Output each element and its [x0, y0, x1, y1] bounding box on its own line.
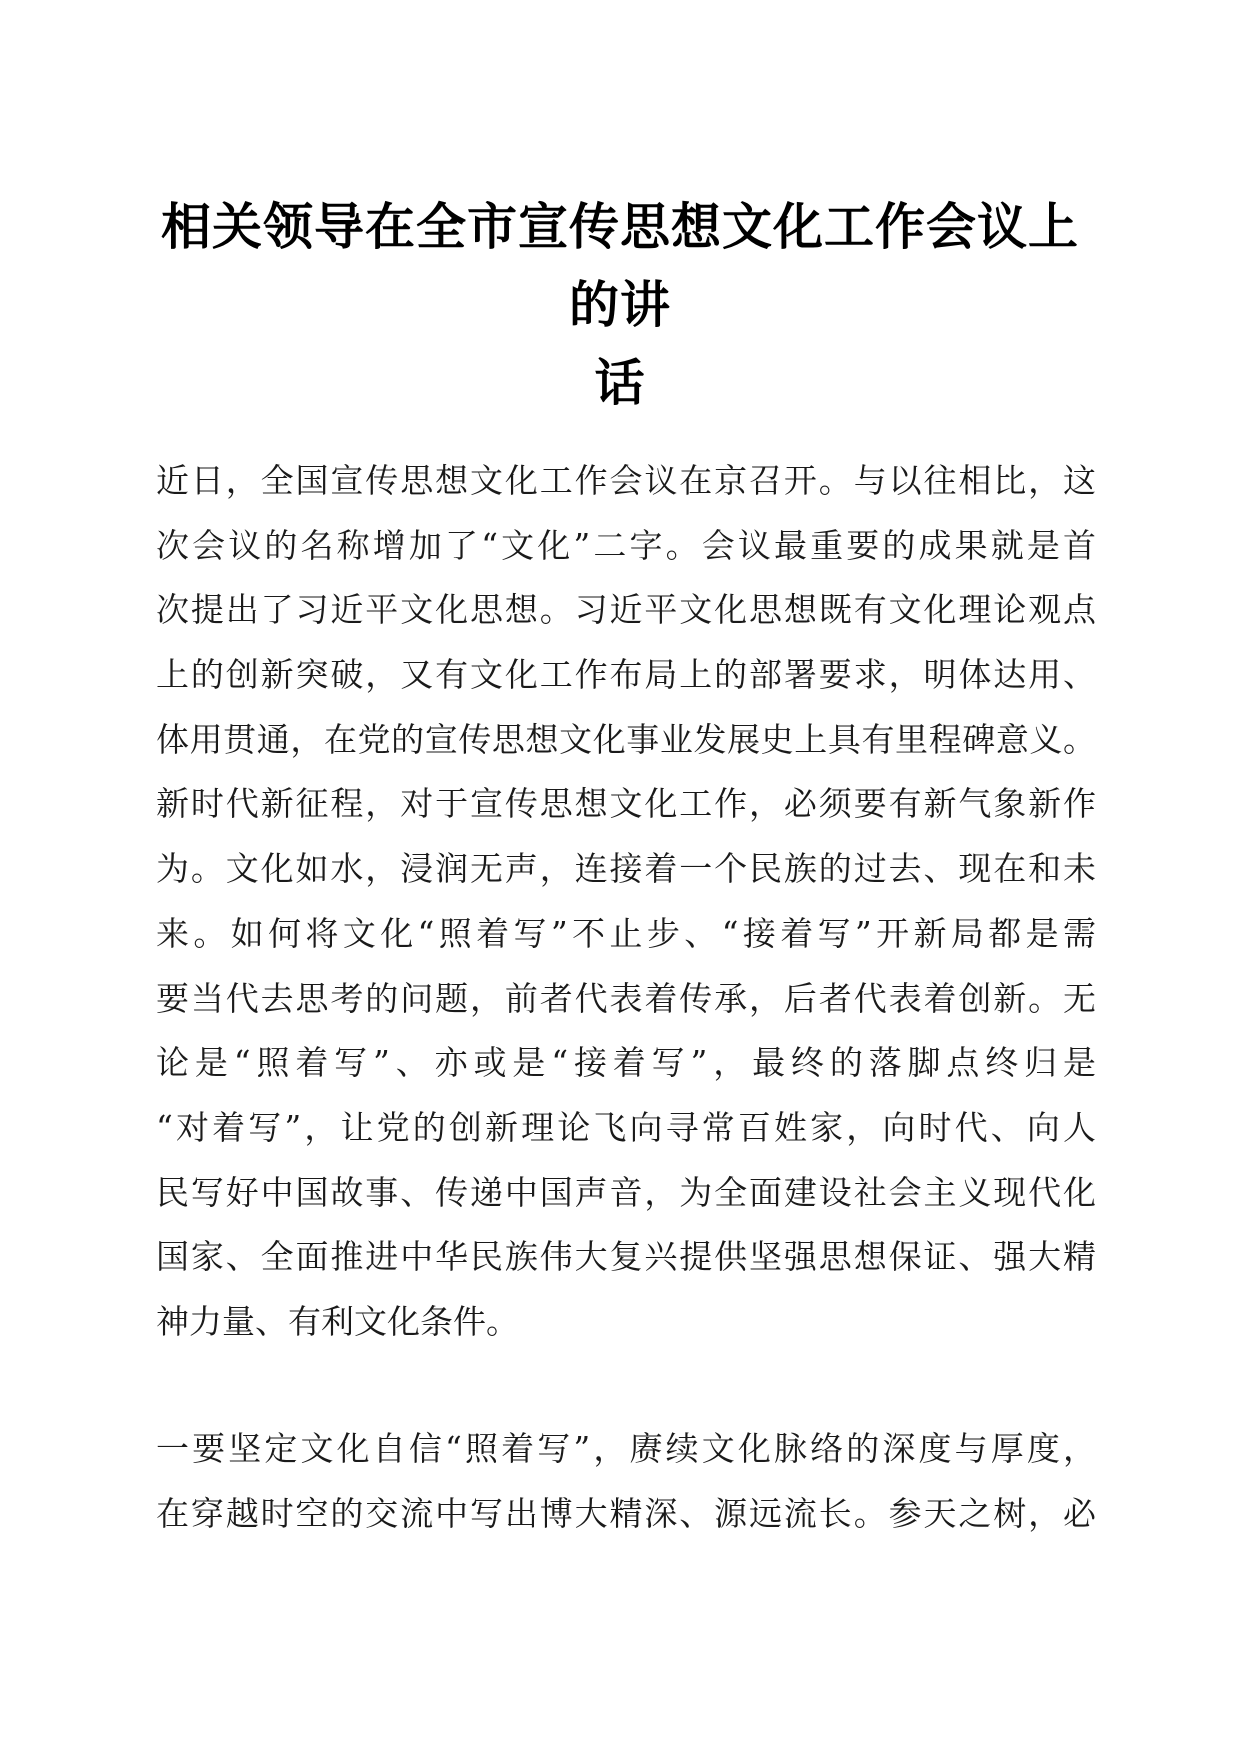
paragraph-line: 上的创新突破，又有文化工作布局上的部署要求，明体达用、 [156, 655, 1096, 695]
paragraph-line: “对着写”，让党的创新理论飞向寻常百姓家，向时代、向人 [156, 1107, 1096, 1147]
paragraph-line: 在穿越时空的交流中写出博大精深、源远流长。参天之树，必 [156, 1493, 1096, 1533]
paragraph-line: 民写好中国故事、传递中国声音，为全面建设社会主义现代化 [156, 1172, 1096, 1212]
body-paragraph-1 [156, 449, 1096, 1355]
paragraph-line: 一要坚定文化自信“照着写”，赓续文化脉络的深度与厚度， [156, 1429, 1096, 1468]
paragraph-line: 次提出了习近平文化思想。习近平文化思想既有文化理论观点 [156, 590, 1096, 630]
paragraph-line: 要当代去思考的问题，前者代表着传承，后者代表着创新。无 [156, 978, 1096, 1018]
body-paragraph-2 [156, 1417, 1096, 1546]
paragraph-line: 近日，全国宣传思想文化工作会议在京召开。与以往相比，这 [156, 461, 1096, 500]
paragraph-line: 论是“照着写”、亦或是“接着写”，最终的落脚点终归是 [156, 1043, 1096, 1083]
paragraph-line: 次会议的名称增加了“文化”二字。会议最重要的成果就是首 [156, 525, 1096, 565]
paragraph-line: 为。文化如水，浸润无声，连接着一个民族的过去、现在和未 [156, 849, 1096, 889]
title-line: 相关领导在全市宣传思想文化工作会议上的讲 [161, 198, 1079, 334]
paragraph-line: 来。如何将文化“照着写”不止步、“接着写”开新局都是需 [156, 913, 1096, 953]
paragraph-line: 神力量、有利文化条件。 [156, 1301, 519, 1341]
paragraph-line: 国家、全面推进中华民族伟大复兴提供坚强思想保证、强大精 [156, 1237, 1096, 1277]
paragraph-line: 新时代新征程，对于宣传思想文化工作，必须要有新气象新作 [156, 784, 1096, 824]
paragraph-line: 体用贯通，在党的宣传思想文化事业发展史上具有里程碑意义。 [156, 719, 1096, 759]
document-title [150, 188, 1090, 422]
title-line: 话 [594, 354, 646, 412]
